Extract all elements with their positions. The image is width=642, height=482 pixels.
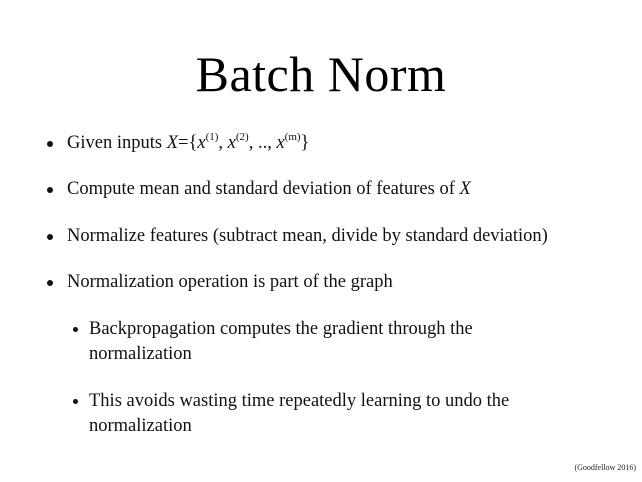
math-variable: X xyxy=(166,133,179,153)
bullet-item-compute-mean xyxy=(67,177,471,202)
bullet-dot-icon xyxy=(47,187,53,193)
bullet-text: Normalization operation is part of the graph xyxy=(67,272,393,292)
math-term-superscript: (1) xyxy=(205,131,219,143)
math-operator: } xyxy=(300,133,310,153)
bullet-dot-icon xyxy=(47,234,53,240)
sub-bullet-text: Backpropagation computes the gradient through the normalization xyxy=(89,319,473,364)
math-term-base: x xyxy=(227,133,236,153)
bullet-dot-icon xyxy=(47,141,53,147)
citation: (Goodfellow 2016) xyxy=(574,463,636,472)
bullet-item-normalization-operation xyxy=(67,270,393,295)
math-variable: X xyxy=(459,179,471,199)
bullet-text: Compute mean and standard deviation of features of xyxy=(67,179,460,199)
bullet-dot-icon xyxy=(47,280,53,286)
math-term-superscript: (2) xyxy=(235,131,249,143)
math-term-base: x xyxy=(276,133,285,153)
math-separator: , .., xyxy=(248,133,277,153)
bullet-dot-icon xyxy=(73,399,78,404)
math-separator: , xyxy=(218,133,228,153)
sub-bullet-item-avoids-wasting-time xyxy=(89,389,559,439)
bullet-dot-icon xyxy=(73,327,78,332)
slide-title: Batch Norm xyxy=(195,46,447,102)
bullet-text: Given inputs xyxy=(67,133,167,153)
sub-bullet-item-backpropagation xyxy=(89,317,559,367)
bullet-item-normalize-features xyxy=(67,224,548,249)
math-term-base: x xyxy=(197,133,206,153)
bullet-item-given-inputs xyxy=(67,131,309,158)
math-operator: ={ xyxy=(178,133,198,153)
bullet-text: Normalize features (subtract mean, divide by standard deviation) xyxy=(67,226,548,246)
sub-bullet-text: This avoids wasting time repeatedly learning to undo the normalization xyxy=(89,391,510,436)
math-term-superscript: (m) xyxy=(284,131,301,143)
